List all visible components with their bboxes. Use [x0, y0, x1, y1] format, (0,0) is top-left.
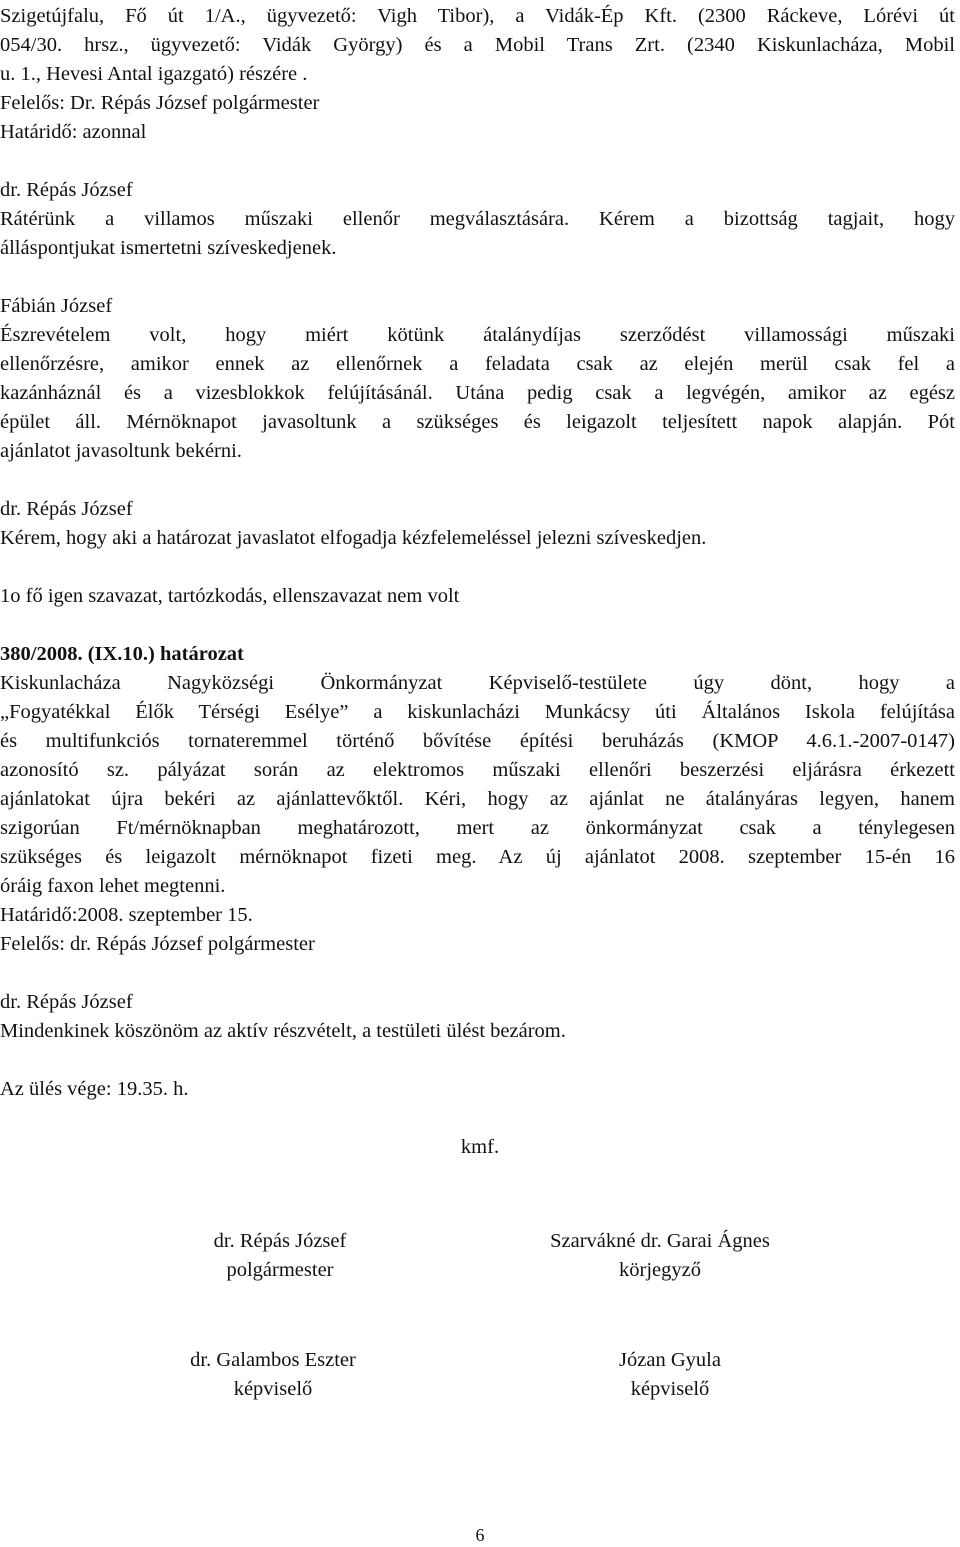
- signature-block: [540, 1346, 800, 1404]
- text-line: azonosító sz. pályázat során az elektromos műszaki ellenőri beszerzési eljárásra érkezett: [0, 759, 955, 781]
- resolution-text: [0, 843, 955, 872]
- text-line: Rátérünk a villamos műszaki ellenőr megválasztására. Kérem a bizottság tagjait, hogy: [0, 208, 955, 230]
- speaker-name: dr. Répás József: [0, 179, 133, 201]
- speech-text: [0, 408, 955, 437]
- signatory-name: dr. Répás József: [213, 1230, 347, 1252]
- speaker-name: Fábián József: [0, 295, 113, 317]
- signatory-role: képviselő: [233, 1378, 313, 1400]
- text-line: „Fogyatékkal Élők Térségi Esélye” a kiskunlacházi Munkácsy úti Általános Iskola felújítása: [0, 701, 955, 723]
- resolution-text: [0, 727, 955, 756]
- speech-text: [0, 379, 955, 408]
- vote-result: 1o fő igen szavazat, tartózkodás, ellenszavazat nem volt: [0, 585, 460, 607]
- kmf-label: kmf.: [460, 1136, 500, 1158]
- signatory-role: képviselő: [630, 1378, 710, 1400]
- deadline-line: Határidő: azonnal: [0, 121, 147, 143]
- signatory-name: dr. Galambos Eszter: [190, 1349, 356, 1371]
- signature-block: [130, 1227, 430, 1285]
- signatory-name: Józan Gyula: [619, 1349, 721, 1371]
- text-line: ajánlatot javasoltunk bekérni.: [0, 440, 242, 462]
- text-line: Szigetújfalu, Fő út 1/A., ügyvezető: Vigh Tibor), a Vidák-Ép Kft. (2300 Ráckeve, Lórévi út: [0, 5, 955, 27]
- speech-text: [0, 350, 955, 379]
- text-line: Észrevételem volt, hogy miért kötünk átalánydíjas szerződést villamossági műszaki: [0, 324, 955, 346]
- speech-text: [0, 437, 955, 466]
- meeting-end-time: Az ülés vége: 19.35. h.: [0, 1078, 189, 1100]
- text-line: kazánháznál és a vizesblokkok felújításánál. Utána pedig csak a legvégén, amikor az egész: [0, 382, 955, 404]
- text-line: álláspontjukat ismertetni szíveskedjenek.: [0, 237, 337, 259]
- signatory-role: körjegyző: [619, 1259, 701, 1281]
- signatory-name: Szarvákné dr. Garai Ágnes: [550, 1230, 770, 1252]
- intro-paragraph: [0, 60, 955, 89]
- page-number: 6: [475, 1525, 485, 1545]
- resolution-text: [0, 698, 955, 727]
- resolution-text: [0, 669, 955, 698]
- speaker-name: dr. Répás József: [0, 498, 133, 520]
- speech-text: Kérem, hogy aki a határozat javaslatot elfogadja kézfelemeléssel jelezni szíveskedjen.: [0, 527, 707, 549]
- responsible-line: Felelős: dr. Répás József polgármester: [0, 933, 315, 955]
- text-line: Kiskunlacháza Nagyközségi Önkormányzat Képviselő-testülete úgy dönt, hogy a: [0, 672, 955, 694]
- signature-block: [500, 1227, 820, 1285]
- resolution-text: [0, 814, 955, 843]
- speech-text: [0, 205, 955, 234]
- resolution-title: 380/2008. (IX.10.) határozat: [0, 643, 244, 665]
- intro-paragraph: [0, 2, 955, 31]
- speaker-name: dr. Répás József: [0, 991, 133, 1013]
- text-line: 054/30. hrsz., ügyvezető: Vidák György) és a Mobil Trans Zrt. (2340 Kiskunlacháza, Mobil: [0, 34, 955, 56]
- intro-paragraph: [0, 31, 955, 60]
- text-line: ajánlatokat újra bekéri az ajánlattevőktől. Kéri, hogy az ajánlat ne átalányáras legyen, hanem: [0, 788, 955, 810]
- deadline-line: Határidő:2008. szeptember 15.: [0, 904, 253, 926]
- resolution-text: [0, 872, 955, 901]
- responsible-line: Felelős: Dr. Répás József polgármester: [0, 92, 320, 114]
- closing-text: Mindenkinek köszönöm az aktív részvételt, a testületi ülést bezárom.: [0, 1020, 566, 1042]
- speech-text: [0, 234, 955, 263]
- speech-text: [0, 321, 955, 350]
- text-line: épület áll. Mérnöknapot javasoltunk a szükséges és leigazolt teljesített napok alapján. Pót: [0, 411, 955, 433]
- resolution-text: [0, 756, 955, 785]
- text-line: szükséges és leigazolt mérnöknapot fizeti meg. Az új ajánlatot 2008. szeptember 15-én 16: [0, 846, 955, 868]
- signatory-role: polgármester: [226, 1259, 334, 1281]
- text-line: óráig faxon lehet megtenni.: [0, 875, 226, 897]
- text-line: és multifunkciós tornateremmel történő bővítése építési beruházás (KMOP 4.6.1.-2007-0147): [0, 730, 955, 752]
- resolution-text: [0, 785, 955, 814]
- signature-block: [123, 1346, 423, 1404]
- text-line: szigorúan Ft/mérnöknapban meghatározott, mert az önkormányzat csak a ténylegesen: [0, 817, 955, 839]
- text-line: u. 1., Hevesi Antal igazgató) részére .: [0, 63, 308, 85]
- text-line: ellenőrzésre, amikor ennek az ellenőrnek a feladata csak az elején merül csak fel a: [0, 353, 955, 375]
